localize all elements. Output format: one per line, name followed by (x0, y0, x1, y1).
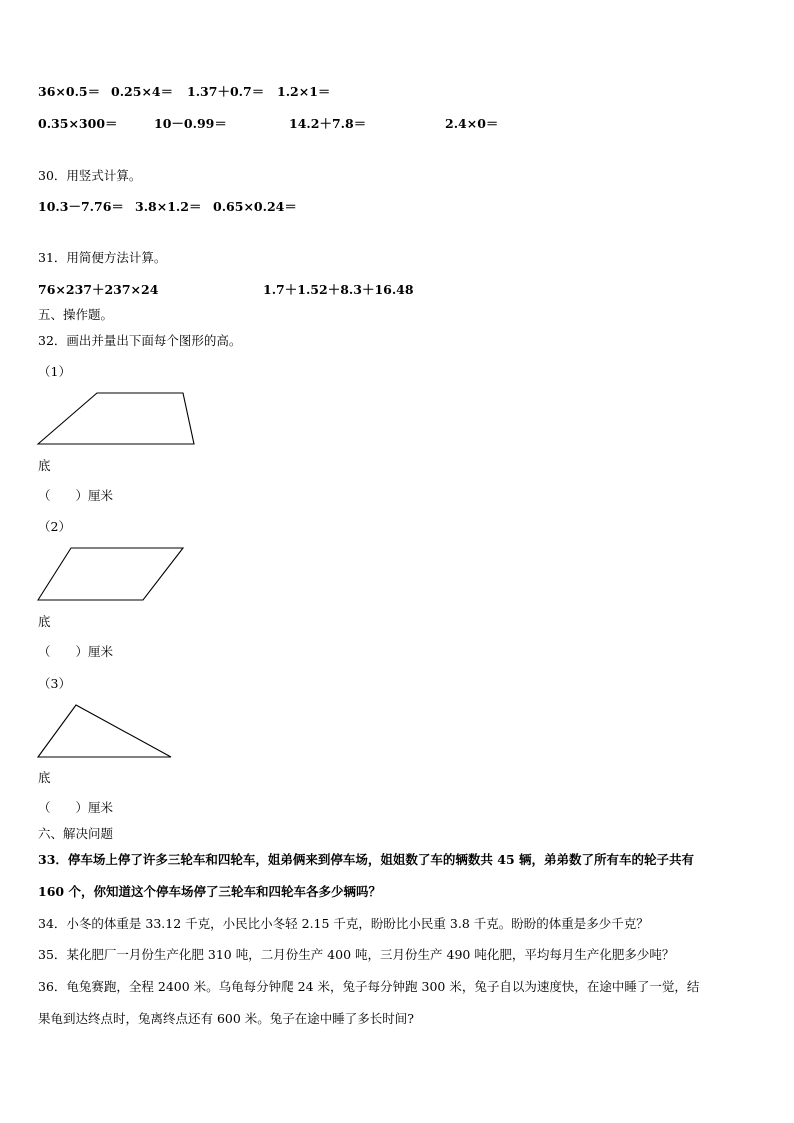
simplify-calc-item: 76×237＋237×24 (38, 282, 159, 297)
oral-calc-item: 0.25×4＝ (111, 84, 174, 99)
question-36-line-2: 果龟到达终点时，兔离终点还有 600 米。兔子在途中睡了多长时间? (38, 1011, 415, 1026)
oral-calc-item: 0.35×300＝ (38, 116, 118, 131)
figure-label: （3） (38, 676, 71, 691)
section-5-heading: 五、操作题。 (38, 307, 114, 322)
vertical-calc-item: 0.65×0.24＝ (213, 199, 297, 214)
question-33-line-1: 33．停车场上停了许多三轮车和四轮车，姐弟俩来到停车场，姐姐数了车的辆数共 45 辆，弟弟数了所有车的轮子共有 (38, 852, 694, 867)
answer-blank: （ ）厘米 (38, 644, 114, 659)
question-32-title: 32．画出并量出下面每个图形的高。 (38, 333, 242, 348)
question-36-line-1: 36．龟兔赛跑，全程 2400 米。乌龟每分钟爬 24 米，兔子每分钟跑 300 米，兔子自以为速度快，在途中睡了一觉，结 (38, 979, 700, 994)
oral-calc-item: 2.4×0＝ (445, 116, 499, 131)
section-6-heading: 六、解决问题 (38, 826, 114, 841)
question-34: 34．小冬的体重是 33.12 千克，小民比小冬轻 2.15 千克，盼盼比小民重 3.8 千克。盼盼的体重是多少千克？ (38, 916, 649, 931)
vertical-calc-item: 10.3－7.76＝ (38, 199, 124, 214)
oral-calc-item: 14.2＋7.8＝ (289, 116, 367, 131)
base-label: 底 (38, 458, 51, 473)
base-label: 底 (38, 770, 51, 785)
question-30-title: 30．用竖式计算。 (38, 168, 142, 183)
triangle-figure (36, 702, 176, 760)
question-33-line-2: 160 个，你知道这个停车场停了三轮车和四轮车各多少辆吗？ (38, 884, 381, 899)
oral-calc-item: 36×0.5＝ (38, 84, 101, 99)
question-31-title: 31．用简便方法计算。 (38, 250, 167, 265)
figure-label: （1） (38, 364, 71, 379)
base-label: 底 (38, 614, 51, 629)
answer-blank: （ ）厘米 (38, 800, 114, 815)
question-35: 35．某化肥厂一月份生产化肥 310 吨，二月份生产 400 吨，三月份生产 490 吨化肥，平均每月生产化肥多少吨？ (38, 947, 675, 962)
parallelogram-figure (36, 545, 186, 603)
simplify-calc-item: 1.7＋1.52＋8.3＋16.48 (263, 282, 414, 297)
answer-blank: （ ）厘米 (38, 488, 114, 503)
oral-calc-item: 1.37＋0.7＝ (187, 84, 265, 99)
oral-calc-item: 1.2×1＝ (277, 84, 331, 99)
vertical-calc-item: 3.8×1.2＝ (135, 199, 202, 214)
oral-calc-item: 10－0.99＝ (154, 116, 227, 131)
figure-label: （2） (38, 519, 71, 534)
trapezoid-figure (36, 390, 198, 448)
